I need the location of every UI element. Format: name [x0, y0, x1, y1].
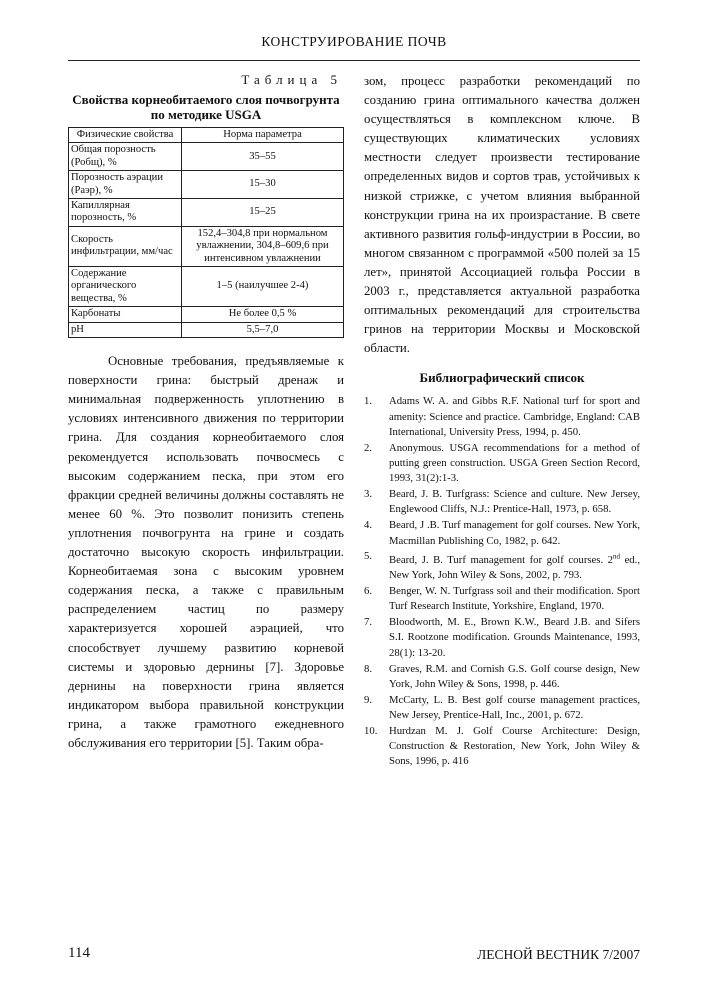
bibliography-text: Benger, W. N. Turfgrass soil and their modification. Sport Turf Research Institute, Yorkshire, England, 1970. — [389, 585, 640, 613]
bibliography-number: 2. — [364, 441, 373, 454]
bibliography-list — [364, 394, 640, 769]
bibliography-superscript: nd — [613, 552, 621, 561]
bibliography-text — [389, 554, 640, 581]
bibliography-number: 4. — [364, 519, 373, 532]
bibliography-text: Hurdzan M. J. Golf Course Architecture: Design, Construction & Restoration, New York, John Wiley & Sons, 1996, p. 416 — [389, 724, 640, 768]
right-column — [364, 72, 640, 770]
bibliography-number: 10. — [364, 724, 378, 737]
table-number: Таблица 5 — [241, 72, 342, 87]
table-cell-property: Карбонаты — [69, 307, 182, 322]
table-cell-property: Капиллярная порозность, % — [69, 199, 182, 227]
table-cell-value: 15–25 — [182, 199, 344, 227]
bibliography-number: 7. — [364, 616, 373, 629]
bibliography-item — [364, 518, 640, 549]
bibliography-text: Graves, R.M. and Cornish G.S. Golf course design, New York, John Wiley & Sons, 1998, p. 446. — [389, 662, 640, 690]
properties-table — [68, 127, 344, 338]
table-row — [69, 307, 344, 322]
bibliography-title: Библиографический список — [419, 370, 585, 386]
bibliography-item — [364, 693, 640, 724]
table-cell-property: Общая порозность (Робщ), % — [69, 143, 182, 171]
journal-name: ЛЕСНОЙ ВЕСТНИК 7/2007 — [477, 947, 640, 962]
table-header-value: Норма параметра — [182, 128, 344, 143]
bibliography-item — [364, 441, 640, 487]
running-header-title: КОНСТРУИРОВАНИЕ ПОЧВ — [261, 34, 447, 49]
bibliography-item — [364, 394, 640, 440]
table-cell-value: Не более 0,5 % — [182, 307, 344, 322]
table-cell-value: 35–55 — [182, 143, 344, 171]
table-header-row — [69, 128, 344, 143]
bibliography-number: 1. — [364, 395, 373, 408]
bibliography-text-part: ed., New York, John Wiley & Sons, 2002, p. 793. — [389, 553, 640, 582]
table-row — [69, 143, 344, 171]
bibliography-text: Bloodworth, M. E., Brown K.W., Beard J.B. and Sifers S.I. Rootzone modification. Grounds Maintenance, 1993, 28(1): 13-20. — [389, 616, 640, 659]
table-header-property: Физические свойства — [69, 128, 182, 143]
table-row — [69, 171, 344, 199]
table-row — [69, 322, 344, 337]
table-cell-value: 1–5 (наилучшее 2-4) — [182, 267, 344, 307]
bibliography-item — [364, 487, 640, 518]
left-body-text — [68, 352, 344, 753]
bibliography-text: Adams W. A. and Gibbs R.F. National turf for sport and amenity: Science and practice. Cambridge, England: CAB International, University Press, 1994, p. 450. — [389, 395, 640, 438]
table-title: Свойства корнеобитаемого слоя почвогрунта по методике USGA — [72, 92, 340, 122]
table-cell-property: Порозность аэрации (Раэр), % — [69, 171, 182, 199]
bibliography-number: 5. — [364, 550, 373, 563]
table-cell-property: Содержание органического вещества, % — [69, 267, 182, 307]
bibliography-number: 8. — [364, 662, 373, 675]
bibliography-number: 6. — [364, 585, 373, 598]
table-row — [69, 199, 344, 227]
bibliography-text-part: Beard, J. B. Turf management for golf courses. 2 — [389, 553, 614, 566]
running-header — [68, 34, 640, 61]
table-row — [69, 267, 344, 307]
bibliography-item — [364, 615, 640, 661]
table-cell-property: Скорость инфильтрации, мм/час — [69, 226, 182, 266]
table-row — [69, 226, 344, 266]
table-cell-value: 15–30 — [182, 171, 344, 199]
bibliography-item — [364, 662, 640, 693]
body-paragraph: Основные требования, предъявляемые к поверхности грина: быстрый дренаж и минимальная подверженность уплотнению в условиях интенсивного движения по территории грина. Для создания корнеобитаемого слоя рекомендуется использовать почвосмесь с высоким содержанием песка, при этом его фракции средней величины должны составлять не менее 60 %. Это позволит понизить степень уплотнения почвогрунта на грине и создать достаточно высокую скорость инфильтрации. Корнеобитаемая зона с высоким уровнем содержания песка, а также с правильным распределением частиц по размеру характеризуется хорошей аэрацией, что способствует лучшему развитию корневой системы и здоровью дернины [7]. Здоровье дернины на поверхности грина является индикатором выбора правильной конструкции грина, а также грамотного ежедневного обслуживания его территории [5]. Таким обра- — [68, 354, 344, 750]
bibliography-number: 9. — [364, 693, 373, 706]
table-cell-value: 152,4–304,8 при нормальном увлажнении, 304,8–609,6 при интенсивном увлажнении — [182, 226, 344, 266]
bibliography-number: 3. — [364, 488, 373, 501]
right-body-text: зом, процесс разработки рекомендаций по созданию грина оптимального качества должен осуществляться в комплексном ключе. В существующих климатических условиях местности следует произвести тестирование определенных видов и сортов трав, устойчивых к низкой стрижке, с учетом влияния выбранной конструкции грина на их произрастание. В свете активного развития гольф-индустрии в России, во многом связанном с программой «500 полей за 15 лет», принятой Ассоциацией гольфа России в 2003 г., представляется актуальной разработка оптимальных рекомендаций для строительства гринов на территории Москвы и Московской области. — [364, 74, 640, 356]
bibliography-text: McCarty, L. B. Best golf course management practices, New Jersey, Prentice-Hall, Inc., 2001, p. 672. — [389, 693, 640, 721]
bibliography-item — [364, 549, 640, 583]
bibliography-text: Anonymous. USGA recommendations for a method of putting green construction. USGA Green Section Record, 1993, 31(2):1-3. — [389, 441, 640, 485]
bibliography-text: Beard, J .B. Turf management for golf courses. New York, Macmillan Publishing Co, 1982, p. 642. — [389, 519, 640, 547]
table-cell-value: 5,5–7,0 — [182, 322, 344, 337]
bibliography-item — [364, 724, 640, 770]
table-cell-property: pH — [69, 322, 182, 337]
bibliography-item — [364, 584, 640, 615]
bibliography-text: Beard, J. B. Turfgrass: Science and culture. New Jersey, Englewood Cliffs, N.J.: Prentice-Hall, 1973, p. 658. — [389, 488, 640, 516]
page-number: 114 — [68, 945, 90, 961]
left-column — [68, 72, 344, 753]
